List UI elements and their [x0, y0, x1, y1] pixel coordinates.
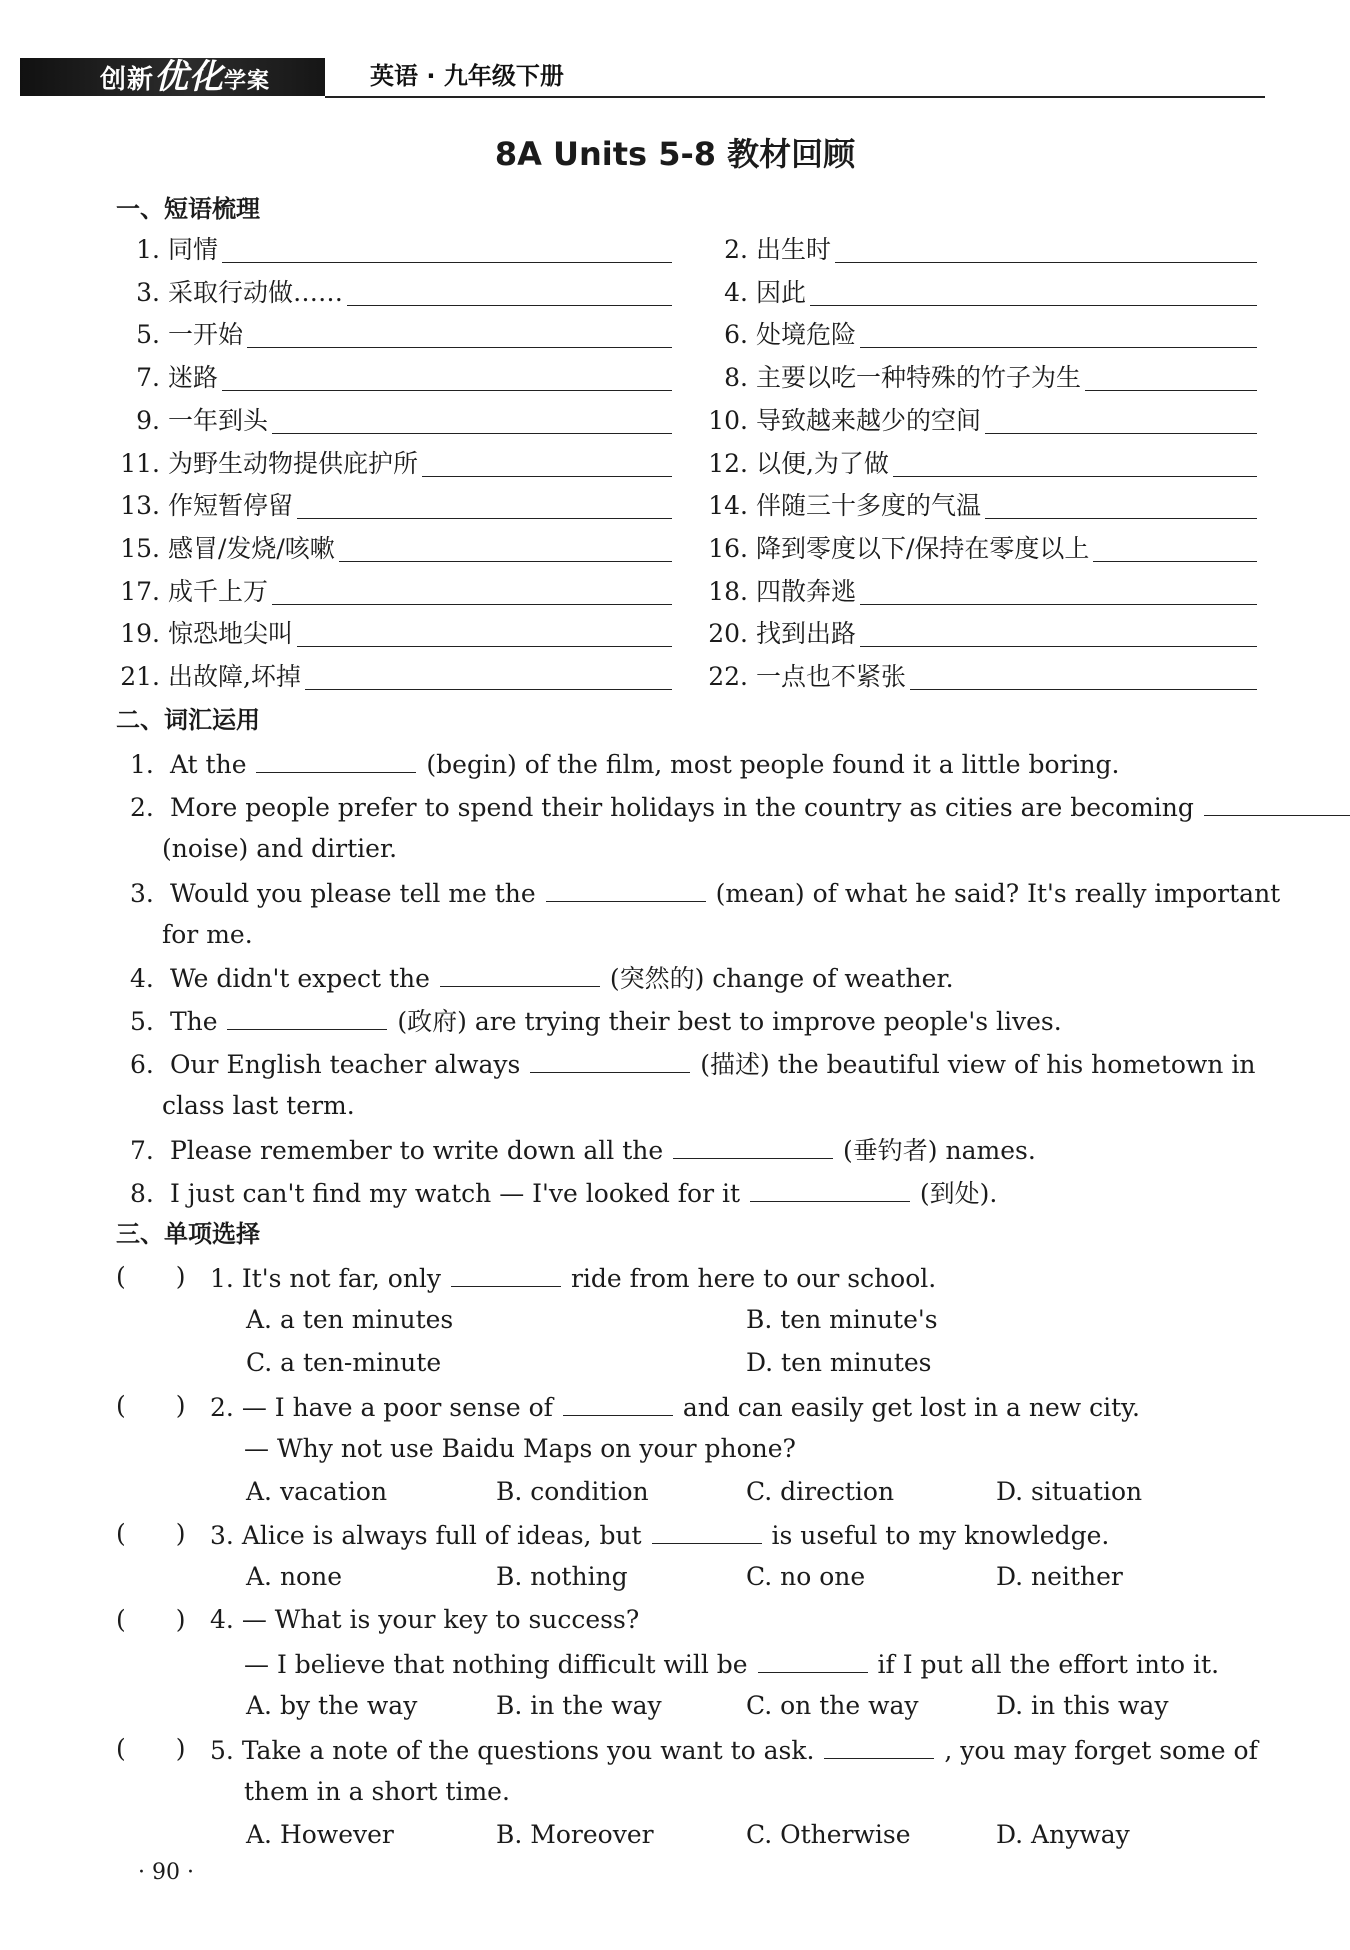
question-text: (突然的) change of weather.: [601, 964, 954, 993]
question-line: [210, 1517, 1109, 1553]
phrase-item: [700, 361, 1257, 395]
phrase-text: 同情: [160, 235, 218, 264]
item-number: 14.: [708, 491, 748, 521]
question-text: It's not far, only: [241, 1264, 442, 1293]
phrase-text: 采取行动做……: [160, 277, 343, 307]
answer-line[interactable]: [422, 476, 672, 477]
answer-bracket[interactable]: ( ): [116, 1605, 186, 1634]
phrase-text: 一年到头: [160, 405, 268, 435]
answer-blank[interactable]: [530, 1046, 690, 1073]
item-number: 6.: [130, 1050, 154, 1079]
answer-line[interactable]: [247, 347, 672, 348]
item-number: 13.: [120, 491, 160, 521]
item-number: 7.: [136, 363, 160, 393]
item-number: 11.: [120, 448, 160, 478]
item-number: 2.: [130, 793, 154, 822]
answer-line[interactable]: [297, 646, 672, 647]
option-a[interactable]: A. However: [246, 1820, 394, 1849]
phrase-item: [118, 318, 672, 352]
option-d[interactable]: D. Anyway: [996, 1820, 1130, 1849]
phrase-item: [700, 233, 1257, 267]
answer-line[interactable]: [305, 689, 672, 690]
phrase-text: 成千上万: [160, 576, 268, 606]
answer-line[interactable]: [860, 646, 1257, 647]
question-text: , you may forget some of: [936, 1736, 1258, 1765]
question-text: (mean) of what he said? It's really important: [707, 879, 1281, 908]
page-number: · 90 ·: [138, 1860, 194, 1885]
question-text: ride from here to our school.: [563, 1264, 937, 1293]
brand-post: 学案: [224, 69, 271, 94]
item-number: 22.: [708, 662, 748, 691]
item-number: 18.: [708, 576, 748, 606]
brand-big: 优化: [154, 57, 225, 97]
question-text: (描述) the beautiful view of his hometown in: [692, 1050, 1256, 1079]
answer-line[interactable]: [835, 262, 1257, 263]
answer-blank[interactable]: [750, 1175, 910, 1202]
phrase-item: [700, 532, 1257, 566]
item-number: 9.: [136, 405, 160, 435]
option-c[interactable]: C. direction: [746, 1477, 895, 1506]
page-title: 8A Units 5-8 教材回顾: [494, 135, 856, 173]
phrase-text: 降到零度以下/保持在零度以上: [748, 533, 1090, 563]
item-number: 2.: [210, 1393, 242, 1422]
phrase-item: [700, 489, 1257, 523]
section1-heading: 一、短语梳理: [116, 195, 260, 223]
item-number: 7.: [130, 1136, 154, 1165]
option-d[interactable]: D. neither: [996, 1562, 1123, 1591]
phrase-text: 为野生动物提供庇护所: [160, 448, 418, 478]
answer-blank[interactable]: [451, 1260, 561, 1287]
vocab-question: [130, 1003, 1260, 1039]
section2-heading: 二、词汇运用: [116, 706, 260, 734]
question-continuation: class last term.: [162, 1091, 355, 1120]
question-text: Our English teacher always: [162, 1050, 529, 1079]
answer-line[interactable]: [272, 604, 672, 605]
item-number: 1.: [130, 750, 154, 779]
question-text: (政府) are trying their best to improve people's lives.: [389, 1007, 1062, 1036]
phrase-item: [118, 447, 672, 481]
answer-line[interactable]: [339, 561, 672, 562]
page-header: [20, 54, 1265, 100]
brand-pre: 创新: [100, 65, 155, 95]
item-number: 4.: [210, 1605, 242, 1634]
phrase-item: [700, 447, 1257, 481]
phrase-item: [118, 575, 672, 609]
item-number: 8.: [130, 1179, 154, 1208]
option-a[interactable]: A. vacation: [246, 1477, 388, 1506]
item-number: 1.: [136, 235, 160, 264]
item-number: 2.: [724, 235, 748, 264]
option-a[interactable]: A. a ten minutes: [246, 1305, 454, 1334]
question-text: them in a short time.: [244, 1777, 510, 1806]
question-text: — I have a poor sense of: [241, 1393, 553, 1422]
option-b[interactable]: B. ten minute's: [746, 1305, 938, 1334]
answer-line[interactable]: [222, 390, 672, 391]
phrase-item: [118, 404, 672, 438]
question-text: (到处).: [911, 1179, 998, 1208]
answer-line[interactable]: [860, 604, 1257, 605]
question-continuation: for me.: [162, 920, 253, 949]
answer-line[interactable]: [810, 305, 1257, 306]
answer-blank[interactable]: [1204, 789, 1350, 816]
phrase-text: 出故障,坏掉: [160, 662, 301, 691]
answer-blank[interactable]: [546, 875, 706, 902]
section3-heading: 三、单项选择: [116, 1220, 260, 1248]
answer-bracket[interactable]: ( ): [116, 1519, 186, 1548]
header-rule: [325, 96, 1265, 98]
phrase-item: [700, 617, 1257, 651]
phrase-item: [700, 660, 1257, 694]
answer-blank[interactable]: [440, 960, 600, 987]
phrase-item: [118, 233, 672, 267]
phrase-text: 出生时: [748, 235, 831, 264]
phrase-text: 因此: [748, 277, 806, 307]
question-text: The: [162, 1007, 226, 1036]
brand-logo: [20, 58, 325, 96]
vocab-question: [130, 789, 1260, 825]
answer-line[interactable]: [985, 518, 1257, 519]
phrase-text: 迷路: [160, 363, 218, 393]
question-text: (begin) of the film, most people found it a little boring.: [418, 750, 1120, 779]
phrase-item: [700, 575, 1257, 609]
option-b[interactable]: B. condition: [496, 1477, 649, 1506]
item-number: 19.: [120, 619, 160, 649]
answer-line[interactable]: [347, 305, 672, 306]
option-a[interactable]: A. by the way: [246, 1691, 418, 1720]
item-number: 10.: [708, 405, 748, 435]
answer-blank[interactable]: [673, 1132, 833, 1159]
item-number: 3.: [130, 879, 154, 908]
phrase-item: [700, 318, 1257, 352]
answer-blank[interactable]: [256, 746, 416, 773]
question-text: and can easily get lost in a new city.: [674, 1393, 1140, 1422]
answer-line[interactable]: [893, 476, 1257, 477]
question-line: [244, 1432, 796, 1466]
phrase-text: 四散奔逃: [748, 576, 856, 606]
option-d[interactable]: D. ten minutes: [746, 1348, 932, 1377]
phrase-text: 一开始: [160, 320, 243, 350]
phrase-item: [118, 617, 672, 651]
item-number: 6.: [724, 320, 748, 350]
answer-line[interactable]: [272, 433, 672, 434]
question-line: [244, 1646, 1219, 1682]
question-text: Take a note of the questions you want to ask.: [241, 1736, 815, 1765]
question-text: — Why not use Baidu Maps on your phone?: [244, 1434, 796, 1463]
option-b[interactable]: B. Moreover: [496, 1820, 654, 1849]
vocab-question: [130, 746, 1260, 782]
vocab-question: [130, 1132, 1260, 1168]
answer-line[interactable]: [297, 518, 672, 519]
question-text: (垂钓者) names.: [835, 1136, 1036, 1165]
phrase-text: 惊恐地尖叫: [160, 619, 293, 649]
option-d[interactable]: D. situation: [996, 1477, 1143, 1506]
item-number: 15.: [120, 533, 160, 563]
phrase-text: 一点也不紧张: [748, 662, 906, 691]
answer-line[interactable]: [985, 433, 1257, 434]
option-b[interactable]: B. nothing: [496, 1562, 628, 1591]
item-number: 5.: [136, 320, 160, 350]
question-text: Would you please tell me the: [162, 879, 544, 908]
item-number: 20.: [708, 619, 748, 649]
question-text: Please remember to write down all the: [162, 1136, 672, 1165]
phrase-item: [118, 361, 672, 395]
option-c[interactable]: C. Otherwise: [746, 1820, 911, 1849]
question-continuation: (noise) and dirtier.: [162, 834, 398, 863]
phrase-text: 处境危险: [748, 320, 856, 350]
item-number: 16.: [708, 533, 748, 563]
question-text: — I believe that nothing difficult will be: [244, 1650, 748, 1679]
option-c[interactable]: C. no one: [746, 1562, 866, 1591]
answer-bracket[interactable]: ( ): [116, 1734, 186, 1763]
question-text: — What is your key to success?: [241, 1605, 640, 1634]
phrase-item: [118, 660, 672, 694]
question-text: More people prefer to spend their holidays in the country as cities are becoming: [162, 793, 1202, 822]
item-number: 3.: [136, 277, 160, 307]
question-text: We didn't expect the: [162, 964, 438, 993]
item-number: 5.: [210, 1736, 242, 1765]
phrase-text: 导致越来越少的空间: [748, 405, 981, 435]
item-number: 21.: [120, 662, 160, 691]
item-number: 17.: [120, 576, 160, 606]
item-number: 8.: [724, 363, 748, 393]
item-number: 4.: [130, 964, 154, 993]
answer-bracket[interactable]: ( ): [116, 1262, 186, 1291]
question-text: Alice is always full of ideas, but: [241, 1521, 642, 1550]
item-number: 3.: [210, 1521, 242, 1550]
phrase-text: 感冒/发烧/咳嗽: [160, 533, 335, 563]
question-line: [244, 1775, 510, 1809]
phrase-item: [118, 489, 672, 523]
option-a[interactable]: A. none: [246, 1562, 342, 1591]
phrase-text: 找到出路: [748, 619, 856, 649]
vocab-question: [130, 1175, 1260, 1211]
question-text: At the: [162, 750, 255, 779]
item-number: 5.: [130, 1007, 154, 1036]
question-line: [210, 1389, 1140, 1425]
question-line: [210, 1603, 639, 1637]
phrase-text: 主要以吃一种特殊的竹子为生: [748, 363, 1081, 393]
answer-blank[interactable]: [824, 1732, 934, 1759]
answer-blank[interactable]: [563, 1389, 673, 1416]
vocab-question: [130, 875, 1281, 911]
answer-line[interactable]: [1093, 561, 1257, 562]
phrase-item: [118, 532, 672, 566]
book-title: 英语 · 九年级下册: [370, 62, 564, 90]
answer-blank[interactable]: [652, 1517, 762, 1544]
vocab-question: [130, 960, 1260, 996]
question-text: if I put all the effort into it.: [869, 1650, 1220, 1679]
phrase-item: [700, 404, 1257, 438]
phrase-text: 伴随三十多度的气温: [748, 491, 981, 521]
question-line: [210, 1732, 1258, 1768]
question-text: is useful to my knowledge.: [763, 1521, 1110, 1550]
option-d[interactable]: D. in this way: [996, 1691, 1169, 1720]
answer-blank[interactable]: [758, 1646, 868, 1673]
phrase-text: 以便,为了做: [748, 448, 889, 478]
phrase-text: 作短暂停留: [160, 491, 293, 521]
question-line: [210, 1260, 936, 1296]
question-text: I just can't find my watch — I've looked for it: [162, 1179, 748, 1208]
option-b[interactable]: B. in the way: [496, 1691, 662, 1720]
item-number: 1.: [210, 1264, 242, 1293]
phrase-item: [118, 276, 672, 310]
option-c[interactable]: C. a ten-minute: [246, 1348, 442, 1377]
answer-line[interactable]: [860, 347, 1257, 348]
vocab-question: [130, 1046, 1260, 1082]
answer-line[interactable]: [1085, 390, 1257, 391]
item-number: 12.: [708, 448, 748, 478]
phrase-item: [700, 276, 1257, 310]
answer-bracket[interactable]: ( ): [116, 1391, 186, 1420]
answer-blank[interactable]: [227, 1003, 387, 1030]
answer-line[interactable]: [222, 262, 672, 263]
item-number: 4.: [724, 277, 748, 307]
answer-line[interactable]: [910, 689, 1257, 690]
option-c[interactable]: C. on the way: [746, 1691, 919, 1720]
